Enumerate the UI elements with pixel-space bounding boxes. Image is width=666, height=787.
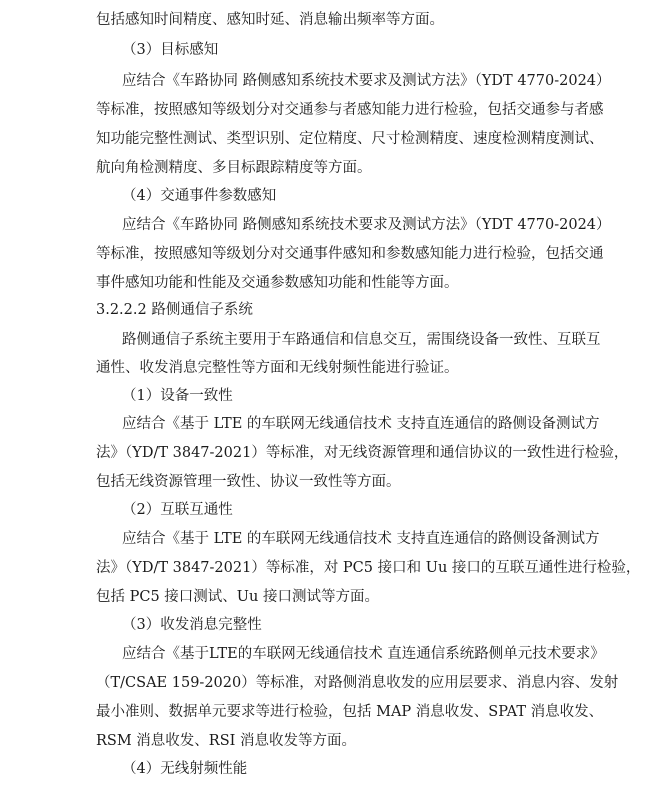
paragraph-line: 包括无线资源管理一致性、协议一致性等方面。 (96, 474, 401, 490)
paragraph-line: 应结合《基于LTE的车联网无线通信技术 直连通信系统路侧单元技术要求》 (122, 646, 605, 662)
paragraph-line: 路侧通信子系统主要用于车路通信和信息交互，需围绕设备一致性、互联互 (122, 332, 601, 348)
subsection-heading: （3）收发消息完整性 (122, 617, 262, 633)
paragraph-line: 应结合《车路协同 路侧感知系统技术要求及测试方法》（YDT 4770-2024） (122, 217, 611, 233)
subsection-heading: （2）互联互通性 (122, 502, 233, 518)
section-heading: 3.2.2.2 路侧通信子系统 (96, 302, 253, 318)
paragraph-line: RSM 消息收发、RSI 消息收发等方面。 (96, 733, 356, 749)
paragraph-line: 包括 PC5 接口测试、Uu 接口测试等方面。 (96, 589, 379, 605)
paragraph-line: 等标准，按照感知等级划分对交通参与者感知能力进行检验，包括交通参与者感 (96, 102, 604, 118)
subsection-heading: （3）目标感知 (122, 42, 219, 58)
subsection-heading: （4）无线射频性能 (122, 761, 248, 777)
paragraph-line: 应结合《车路协同 路侧感知系统技术要求及测试方法》（YDT 4770-2024） (122, 73, 611, 89)
paragraph-line: 法》（YD/T 3847-2021）等标准，对 PC5 接口和 Uu 接口的互联互通性进行检验， (96, 560, 641, 576)
paragraph-line: 应结合《基于 LTE 的车联网无线通信技术 支持直连通信的路侧设备测试方 (122, 416, 600, 432)
paragraph-line: （T/CSAE 159-2020）等标准，对路侧消息收发的应用层要求、消息内容、发射 (96, 675, 619, 691)
paragraph-line: 航向角检测精度、多目标跟踪精度等方面。 (96, 160, 372, 176)
paragraph-line: 包括感知时间精度、感知时延、消息输出频率等方面。 (96, 12, 444, 28)
subsection-heading: （1）设备一致性 (122, 388, 233, 404)
paragraph-line: 等标准，按照感知等级划分对交通事件感知和参数感知能力进行检验，包括交通 (96, 246, 604, 262)
paragraph-line: 事件感知功能和性能及交通参数感知功能和性能等方面。 (96, 275, 459, 291)
paragraph-line: 应结合《基于 LTE 的车联网无线通信技术 支持直连通信的路侧设备测试方 (122, 531, 600, 547)
paragraph-line: 通性、收发消息完整性等方面和无线射频性能进行验证。 (96, 360, 459, 376)
subsection-heading: （4）交通事件参数感知 (122, 188, 277, 204)
paragraph-line: 知功能完整性测试、类型识别、定位精度、尺寸检测精度、速度检测精度测试、 (96, 131, 604, 147)
paragraph-line: 最小准则、数据单元要求等进行检验，包括 MAP 消息收发、SPAT 消息收发、 (96, 704, 604, 720)
paragraph-line: 法》（YD/T 3847-2021）等标准，对无线资源管理和通信协议的一致性进行检验， (96, 445, 629, 461)
